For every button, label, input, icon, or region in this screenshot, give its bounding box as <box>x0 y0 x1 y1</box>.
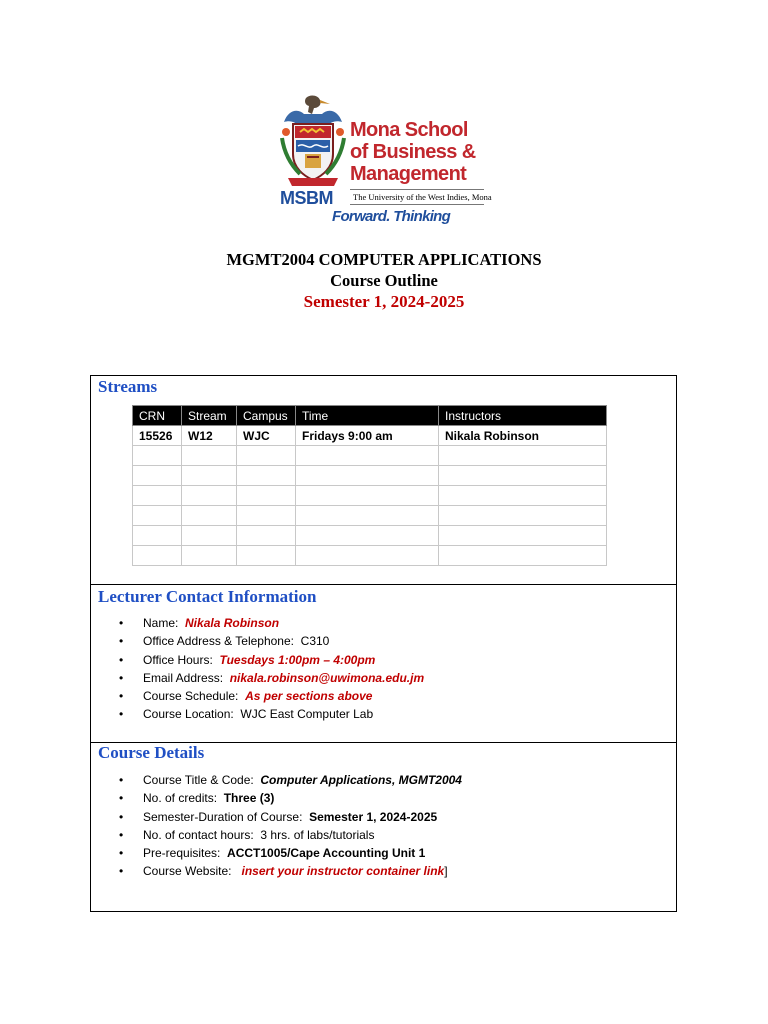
table-cell <box>237 546 296 566</box>
table-cell: 15526 <box>133 426 182 446</box>
table-cell <box>133 446 182 466</box>
column-header: Stream <box>182 406 237 426</box>
hours-label: Office Hours: <box>143 652 213 667</box>
table-row <box>133 466 607 486</box>
table-cell: WJC <box>237 426 296 446</box>
table-cell <box>133 506 182 526</box>
table-cell <box>182 466 237 486</box>
list-item <box>115 789 462 807</box>
duration-label: Semester-Duration of Course: <box>143 809 303 824</box>
list-item <box>115 826 462 844</box>
email-label: Email Address: <box>143 670 224 685</box>
schedule-value: As per sections above <box>245 689 373 704</box>
table-cell <box>296 446 439 466</box>
name-value: Nikala Robinson <box>185 616 280 630</box>
office-value: C310 <box>300 634 330 649</box>
course-info-box <box>90 375 677 912</box>
list-item <box>115 705 424 723</box>
table-cell: Fridays 9:00 am <box>296 426 439 446</box>
credits-label: No. of credits: <box>143 791 218 806</box>
list-item <box>115 687 424 705</box>
table-row <box>133 506 607 526</box>
crest-icon <box>278 92 348 188</box>
list-item <box>115 771 462 789</box>
prereq-value: ACCT1005/Cape Accounting Unit 1 <box>227 846 426 861</box>
streams-table <box>132 405 607 566</box>
table-row <box>133 426 607 446</box>
table-cell <box>182 546 237 566</box>
table-cell <box>439 446 607 466</box>
logo-tagline: Forward. Thinking <box>332 208 451 225</box>
list-item <box>115 614 424 632</box>
column-header: Instructors <box>439 406 607 426</box>
table-cell <box>133 486 182 506</box>
contact-hours-label: No. of contact hours: <box>143 827 254 842</box>
table-row <box>133 446 607 466</box>
column-header: CRN <box>133 406 182 426</box>
table-cell: W12 <box>182 426 237 446</box>
contact-list <box>115 614 424 724</box>
email-value[interactable]: nikala.robinson@uwimona.edu.jm <box>229 670 425 685</box>
website-link[interactable]: insert your instructor container link <box>241 864 445 879</box>
table-cell <box>133 466 182 486</box>
table-cell <box>182 446 237 466</box>
table-cell <box>439 526 607 546</box>
location-value: WJC East Computer Lab <box>240 707 374 722</box>
logo-line-2: of Business & <box>350 141 476 163</box>
logo-line-3: Management <box>350 163 467 185</box>
table-row <box>133 526 607 546</box>
table-cell <box>182 486 237 506</box>
table-cell <box>237 446 296 466</box>
table-cell <box>296 466 439 486</box>
list-item <box>115 862 462 880</box>
table-cell <box>237 466 296 486</box>
list-item <box>115 808 462 826</box>
list-item <box>115 844 462 862</box>
table-cell <box>133 546 182 566</box>
list-item <box>115 669 424 687</box>
name-label: Name: <box>143 616 179 630</box>
office-label: Office Address & Telephone: <box>143 634 294 649</box>
contact-hours-value: 3 hrs. of labs/tutorials <box>260 827 375 842</box>
school-logo <box>278 92 490 232</box>
table-row <box>133 486 607 506</box>
table-cell <box>296 526 439 546</box>
logo-line-1: Mona School <box>350 119 468 141</box>
location-label: Course Location: <box>143 707 234 722</box>
logo-school-name <box>350 119 476 185</box>
table-cell <box>182 526 237 546</box>
table-cell <box>182 506 237 526</box>
title-code-value: Computer Applications, MGMT2004 <box>260 773 462 787</box>
table-cell <box>296 486 439 506</box>
logo-university: The University of the West Indies, Mona <box>353 192 492 202</box>
course-title: MGMT2004 COMPUTER APPLICATIONS <box>226 250 542 269</box>
list-item <box>115 651 424 669</box>
streams-header-row <box>133 406 607 426</box>
table-row <box>133 546 607 566</box>
table-cell <box>296 546 439 566</box>
table-cell: Nikala Robinson <box>439 426 607 446</box>
logo-rule-top <box>350 189 484 190</box>
table-cell <box>439 546 607 566</box>
table-cell <box>237 506 296 526</box>
column-header: Campus <box>237 406 296 426</box>
hours-value: Tuesdays 1:00pm – 4:00pm <box>219 652 376 667</box>
duration-value: Semester 1, 2024-2025 <box>309 809 438 824</box>
credits-value: Three (3) <box>223 791 275 806</box>
column-header: Time <box>296 406 439 426</box>
contact-title: Lecturer Contact Information <box>98 587 317 606</box>
table-cell <box>133 526 182 546</box>
logo-rule-bottom <box>350 204 484 205</box>
details-list <box>115 771 462 881</box>
section-divider <box>91 584 676 585</box>
details-title: Course Details <box>98 743 205 762</box>
table-cell <box>296 506 439 526</box>
table-cell <box>439 466 607 486</box>
table-cell <box>439 506 607 526</box>
website-suffix: ] <box>444 864 448 879</box>
document-type: Course Outline <box>330 271 438 290</box>
table-cell <box>237 526 296 546</box>
prereq-label: Pre-requisites: <box>143 846 221 861</box>
list-item <box>115 632 424 650</box>
table-cell <box>439 486 607 506</box>
website-label: Course Website: <box>143 864 232 879</box>
streams-title: Streams <box>98 377 158 396</box>
table-cell <box>237 486 296 506</box>
title-code-label: Course Title & Code: <box>143 773 254 787</box>
semester-heading: Semester 1, 2024-2025 <box>303 292 465 311</box>
schedule-label: Course Schedule: <box>143 689 239 704</box>
logo-abbreviation: MSBM <box>280 188 333 208</box>
